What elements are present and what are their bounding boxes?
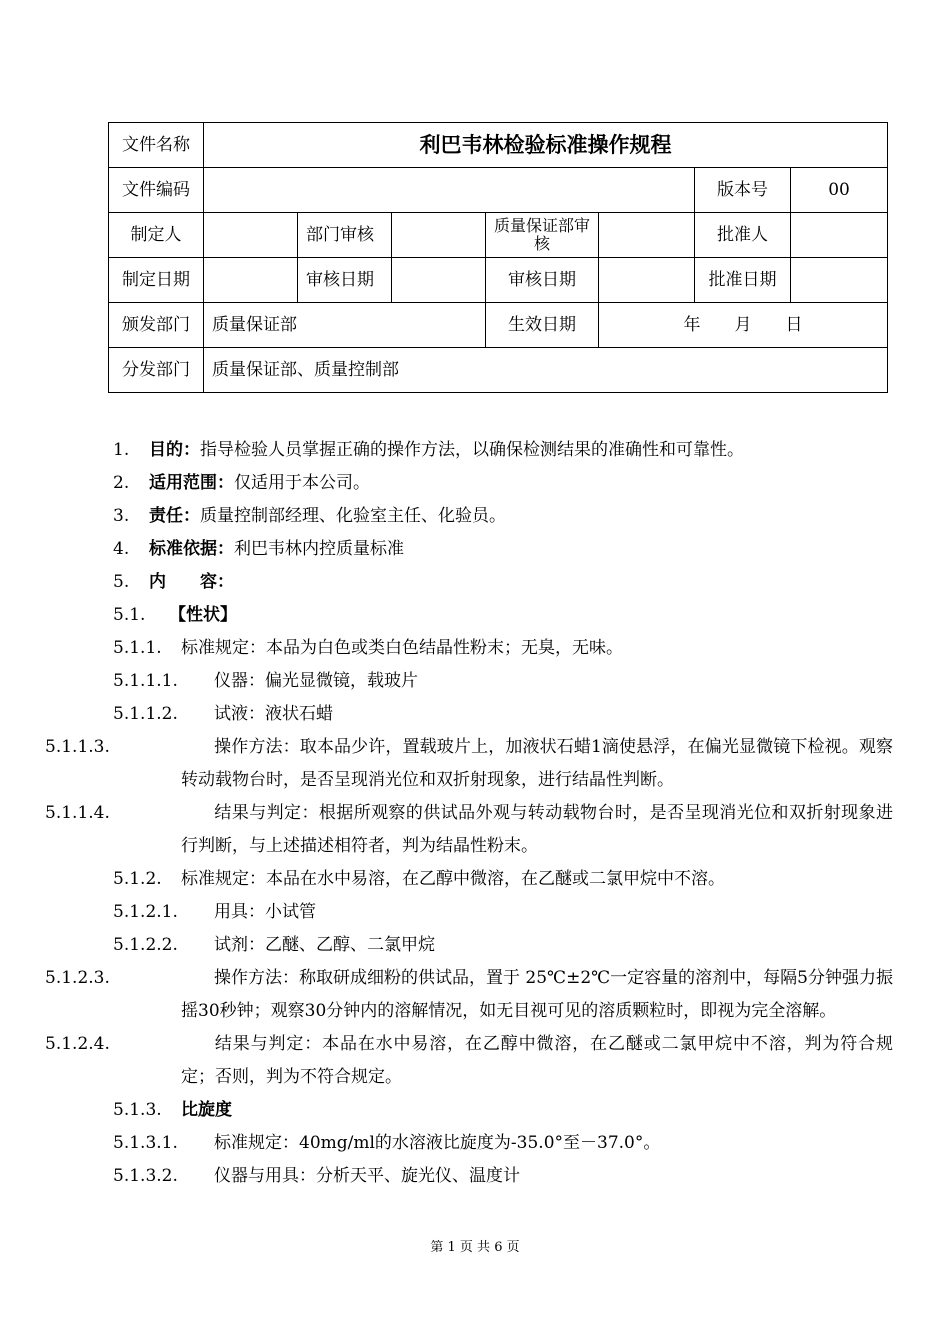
doc-title: 利巴韦林检验标准操作规程 bbox=[204, 123, 888, 168]
page-footer: 第 1 页 共 6 页 bbox=[430, 1240, 520, 1255]
approver-value bbox=[791, 213, 888, 258]
section-number: 5.1.1.4. bbox=[45, 803, 110, 823]
section-heading: 比旋度 bbox=[181, 1100, 232, 1120]
section-heading: 责任： bbox=[149, 506, 200, 526]
author-value bbox=[204, 213, 298, 258]
section-text: 质量控制部经理、化验室主任、化验员。 bbox=[200, 506, 506, 526]
section-text: 试液：液状石蜡 bbox=[214, 704, 333, 724]
doc-code-value bbox=[204, 168, 695, 213]
section-number: 5.1.2.4. bbox=[45, 1034, 110, 1054]
section-number: 4. bbox=[113, 539, 130, 559]
row-dates bbox=[109, 258, 888, 303]
section-heading: 标准依据： bbox=[149, 539, 234, 559]
section-5-1-3-2 bbox=[113, 1160, 893, 1193]
section-text: 结果与判定：根据所观察的供试品外观与转动载物台时，是否呈现消光位和双折射现象进行判断，与上述描述相符者，判为结晶性粉末。 bbox=[181, 803, 893, 856]
label-issue-dept: 颁发部门 bbox=[109, 303, 204, 348]
section-number: 5. bbox=[113, 572, 130, 592]
section-number: 5.1.2.1. bbox=[113, 902, 178, 922]
section-heading: 内 容： bbox=[149, 572, 234, 592]
section-5-1-1-2 bbox=[113, 698, 893, 731]
label-dept-review: 部门审核 bbox=[298, 213, 392, 258]
approve-date-value bbox=[791, 258, 888, 303]
section-text: 操作方法：取本品少许，置载玻片上，加液状石蜡1滴使悬浮，在偏光显微镜下检视。观察转动载物台时，是否呈现消光位和双折射现象，进行结晶性判断。 bbox=[181, 737, 893, 790]
section-text: 标准规定：40mg/ml的水溶液比旋度为-35.0°至－37.0°。 bbox=[214, 1133, 661, 1153]
section-number: 1. bbox=[113, 440, 130, 460]
row-doc-code bbox=[109, 168, 888, 213]
section-text: 指导检验人员掌握正确的操作方法，以确保检测结果的准确性和可靠性。 bbox=[200, 440, 744, 460]
row-distribution bbox=[109, 348, 888, 393]
label-author: 制定人 bbox=[109, 213, 204, 258]
issue-dept-value: 质量保证部 bbox=[204, 303, 486, 348]
section-5-1 bbox=[113, 599, 893, 632]
section-number: 5.1.3.1. bbox=[113, 1133, 178, 1153]
label-approver: 批准人 bbox=[695, 213, 791, 258]
section-content bbox=[113, 566, 893, 599]
section-text: 利巴韦林内控质量标准 bbox=[234, 539, 404, 559]
section-text: 标准规定：本品在水中易溶，在乙醇中微溶，在乙醚或二氯甲烷中不溶。 bbox=[181, 869, 725, 889]
label-qa-review: 质量保证部审核 bbox=[486, 213, 599, 258]
section-text: 结果与判定：本品在水中易溶，在乙醇中微溶，在乙醚或二氯甲烷中不溶，判为符合规定；否则，判为不符合规定。 bbox=[181, 1034, 893, 1087]
section-5-1-1 bbox=[113, 632, 893, 665]
section-text: 仪器与用具：分析天平、旋光仪、温度计 bbox=[214, 1166, 520, 1186]
dist-dept-value: 质量保证部、质量控制部 bbox=[204, 348, 888, 393]
label-create-date: 制定日期 bbox=[109, 258, 204, 303]
create-date-value bbox=[204, 258, 298, 303]
section-number: 5.1.2.2. bbox=[113, 935, 178, 955]
section-5-1-3 bbox=[113, 1094, 893, 1127]
section-5-1-2-3 bbox=[45, 962, 893, 1028]
section-5-1-2 bbox=[113, 863, 893, 896]
section-text: 操作方法：称取研成细粉的供试品，置于 25℃±2℃一定容量的溶剂中，每隔5分钟强力振摇30秒钟；观察30分钟内的溶解情况，如无目视可见的溶质颗粒时，即视为完全溶解。 bbox=[181, 968, 893, 1021]
section-text: 标准规定：本品为白色或类白色结晶性粉末；无臭，无味。 bbox=[181, 638, 623, 658]
section-heading: 【性状】 bbox=[169, 605, 237, 625]
label-doc-name: 文件名称 bbox=[109, 123, 204, 168]
section-number: 5.1. bbox=[113, 605, 146, 625]
label-review-date-2: 审核日期 bbox=[486, 258, 599, 303]
section-5-1-2-2 bbox=[113, 929, 893, 962]
section-heading: 适用范围： bbox=[149, 473, 234, 493]
section-5-1-2-1 bbox=[113, 896, 893, 929]
label-effective-date: 生效日期 bbox=[486, 303, 599, 348]
section-number: 5.1.3.2. bbox=[113, 1166, 178, 1186]
label-doc-code: 文件编码 bbox=[109, 168, 204, 213]
section-purpose bbox=[113, 434, 893, 467]
section-number: 2. bbox=[113, 473, 130, 493]
row-issue bbox=[109, 303, 888, 348]
section-5-1-1-3 bbox=[45, 731, 893, 797]
section-text: 试剂：乙醚、乙醇、二氯甲烷 bbox=[214, 935, 435, 955]
row-doc-name bbox=[109, 123, 888, 168]
document-body bbox=[45, 434, 893, 1193]
section-number: 5.1.2. bbox=[113, 869, 162, 889]
section-number: 5.1.1. bbox=[113, 638, 162, 658]
section-number: 5.1.1.3. bbox=[45, 737, 110, 757]
effective-date-value: 年 月 日 bbox=[599, 303, 888, 348]
section-responsibility bbox=[113, 500, 893, 533]
review-date-value bbox=[392, 258, 486, 303]
section-5-1-2-4 bbox=[45, 1028, 893, 1094]
section-number: 5.1.2.3. bbox=[45, 968, 110, 988]
section-text: 仪器：偏光显微镜，载玻片 bbox=[214, 671, 418, 691]
document-header-table bbox=[108, 122, 888, 393]
section-5-1-1-1 bbox=[113, 665, 893, 698]
label-version: 版本号 bbox=[695, 168, 791, 213]
dept-review-value bbox=[392, 213, 486, 258]
section-number: 3. bbox=[113, 506, 130, 526]
section-text: 用具：小试管 bbox=[214, 902, 316, 922]
section-basis bbox=[113, 533, 893, 566]
section-number: 5.1.1.1. bbox=[113, 671, 178, 691]
section-heading: 目的： bbox=[149, 440, 200, 460]
section-5-1-1-4 bbox=[45, 797, 893, 863]
version-value: 00 bbox=[791, 168, 888, 213]
section-5-1-3-1 bbox=[113, 1127, 893, 1160]
section-scope bbox=[113, 467, 893, 500]
row-signatures bbox=[109, 213, 888, 258]
label-dist-dept: 分发部门 bbox=[109, 348, 204, 393]
label-review-date: 审核日期 bbox=[298, 258, 392, 303]
qa-review-value bbox=[599, 213, 695, 258]
section-number: 5.1.3. bbox=[113, 1100, 162, 1120]
review-date-2-value bbox=[599, 258, 695, 303]
section-number: 5.1.1.2. bbox=[113, 704, 178, 724]
section-text: 仅适用于本公司。 bbox=[234, 473, 370, 493]
label-approve-date: 批准日期 bbox=[695, 258, 791, 303]
